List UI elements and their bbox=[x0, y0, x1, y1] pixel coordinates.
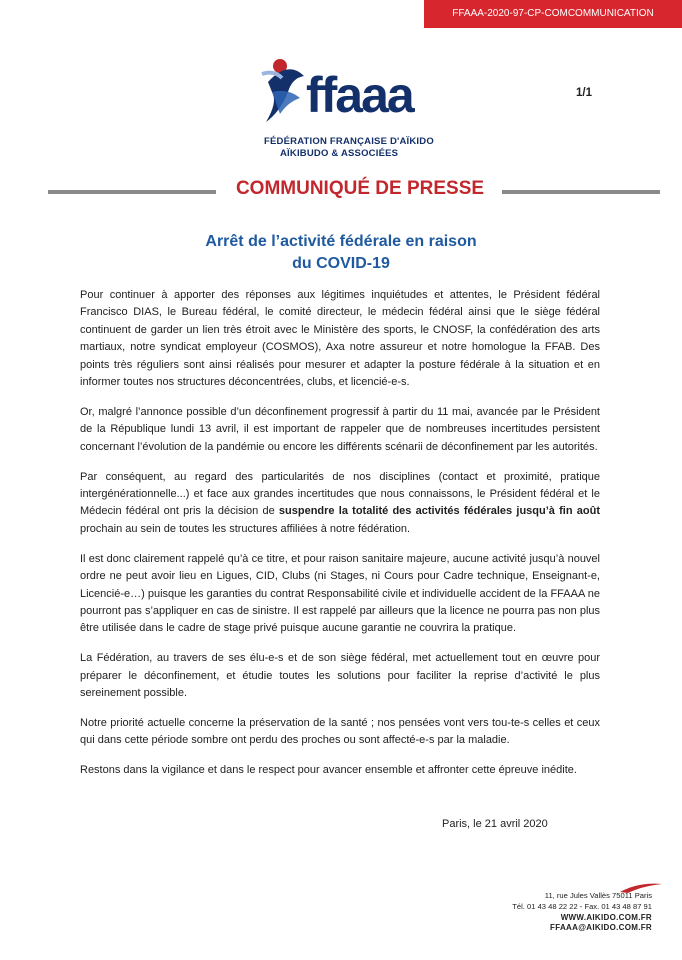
org-name-line2: AÏKIBUDO & ASSOCIÉES bbox=[280, 148, 399, 159]
title-divider-left bbox=[48, 190, 216, 194]
paragraph-3-start: Par conséquent, au regard des particularités de nos disciplines (contact et proximité, pratique intergénérationnelle...) et face aux grandes incertitudes que nous connaissons, le Président fédéral et le Médecin fédéral ont pris la décision de bbox=[80, 470, 600, 518]
paragraph-3-emphasis: suspendre la totalité des activités fédérales jusqu’à fin août bbox=[278, 505, 600, 518]
title-divider-right bbox=[502, 190, 660, 194]
press-release-title: COMMUNIQUÉ DE PRESSE bbox=[235, 178, 485, 199]
paragraph-7: Restons dans la vigilance et dans le respect pour avancer ensemble et affronter cette épreuve inédite. bbox=[80, 764, 577, 777]
paragraph-2: Or, malgré l’annonce possible d’un déconfinement progressif à partir du 11 mai, avancée par le Président de la République lundi 13 avril, il est important de rappeler que de nombreuses incertitudes persistent concernant l’évolution de la pandémie ou encore les différents scénarii de déconfinement par les autorités. bbox=[80, 405, 600, 453]
footer-phone-fax: Tél. 01 43 48 22 22 - Fax. 01 43 48 87 91 bbox=[512, 901, 652, 911]
paragraph-5: La Fédération, au travers de ses élu-e-s et de son siège fédéral, met actuellement tout en œuvre pour préparer le déconfinement, et étudie toutes les solutions pour faciliter la reprise d’activité le plus sereinement possible. bbox=[80, 652, 600, 700]
signature-date: Paris, le 21 avril 2020 bbox=[442, 818, 548, 830]
paragraph-4: Il est donc clairement rappelé qu’à ce titre, et pour raison sanitaire majeure, aucune activité jusqu’à nouvel ordre ne peut avoir lieu en Ligues, CID, Clubs (ni Stages, ni Cours pour Cadre technique, Enseignant-e, Licencié-e…) puisque les garanties du contrat Responsabilité civile et individuelle accident de la FFAAA ne pourront pas s’appliquer en cas de sinistre. Il est rappelé par ailleurs que la licence ne pourra pas non plus être utilisée dans le cadre de stage privé puisque aucune garantie ne couvrira la pratique. bbox=[80, 552, 600, 635]
footer-website-link[interactable]: WWW.AIKIDO.COM.FR bbox=[560, 912, 652, 922]
paragraph-3-end: prochain au sein de toutes les structures affiliées à notre fédération. bbox=[80, 522, 410, 535]
document-reference-tag: FFAAA-2020-97-CP-COMCOMMUNICATION bbox=[424, 0, 682, 28]
footer-contact bbox=[432, 891, 652, 934]
org-name-line1: FÉDÉRATION FRANÇAISE D'AÏKIDO bbox=[264, 136, 434, 147]
press-release-body bbox=[80, 287, 600, 792]
document-subtitle bbox=[150, 231, 532, 275]
page-number: 1/1 bbox=[576, 87, 592, 99]
ffaaa-logo bbox=[258, 52, 444, 130]
paragraph-3 bbox=[80, 469, 600, 539]
logo-wordmark: ffaaa bbox=[306, 67, 413, 123]
footer-address: 11, rue Jules Vallès 75011 Paris bbox=[544, 891, 652, 900]
paragraph-1: Pour continuer à apporter des réponses aux légitimes inquiétudes et attentes, le Président fédéral Francisco DIAS, le Bureau fédéral, le comité directeur, le médecin fédéral ainsi que le siège fédéral continuent de garder un lien très étroit avec le Ministère des sports, le CNOSF, la confédération des arts martiaux, notre syndicat employeur (COSMOS), Axa notre assureur et notre homologue la FFAB. Des points très réguliers sont ainsi réalisés pour mesurer et adapter la posture fédérale à la situation et en informer toutes nos structures déconcentrées, clubs, et licencié-e-s. bbox=[80, 289, 600, 389]
footer-email-link[interactable]: FFAAA@AIKIDO.COM.FR bbox=[550, 923, 652, 933]
paragraph-6: Notre priorité actuelle concerne la préservation de la santé ; nos pensées vont vers tou-te-s celles et ceux qui dans cette période sombre ont perdu des proches ou sont affecté-e-s par la maladie. bbox=[80, 717, 600, 747]
subtitle-line2: du COVID-19 bbox=[292, 255, 390, 272]
subtitle-line1: Arrêt de l’activité fédérale en raison bbox=[205, 233, 477, 250]
